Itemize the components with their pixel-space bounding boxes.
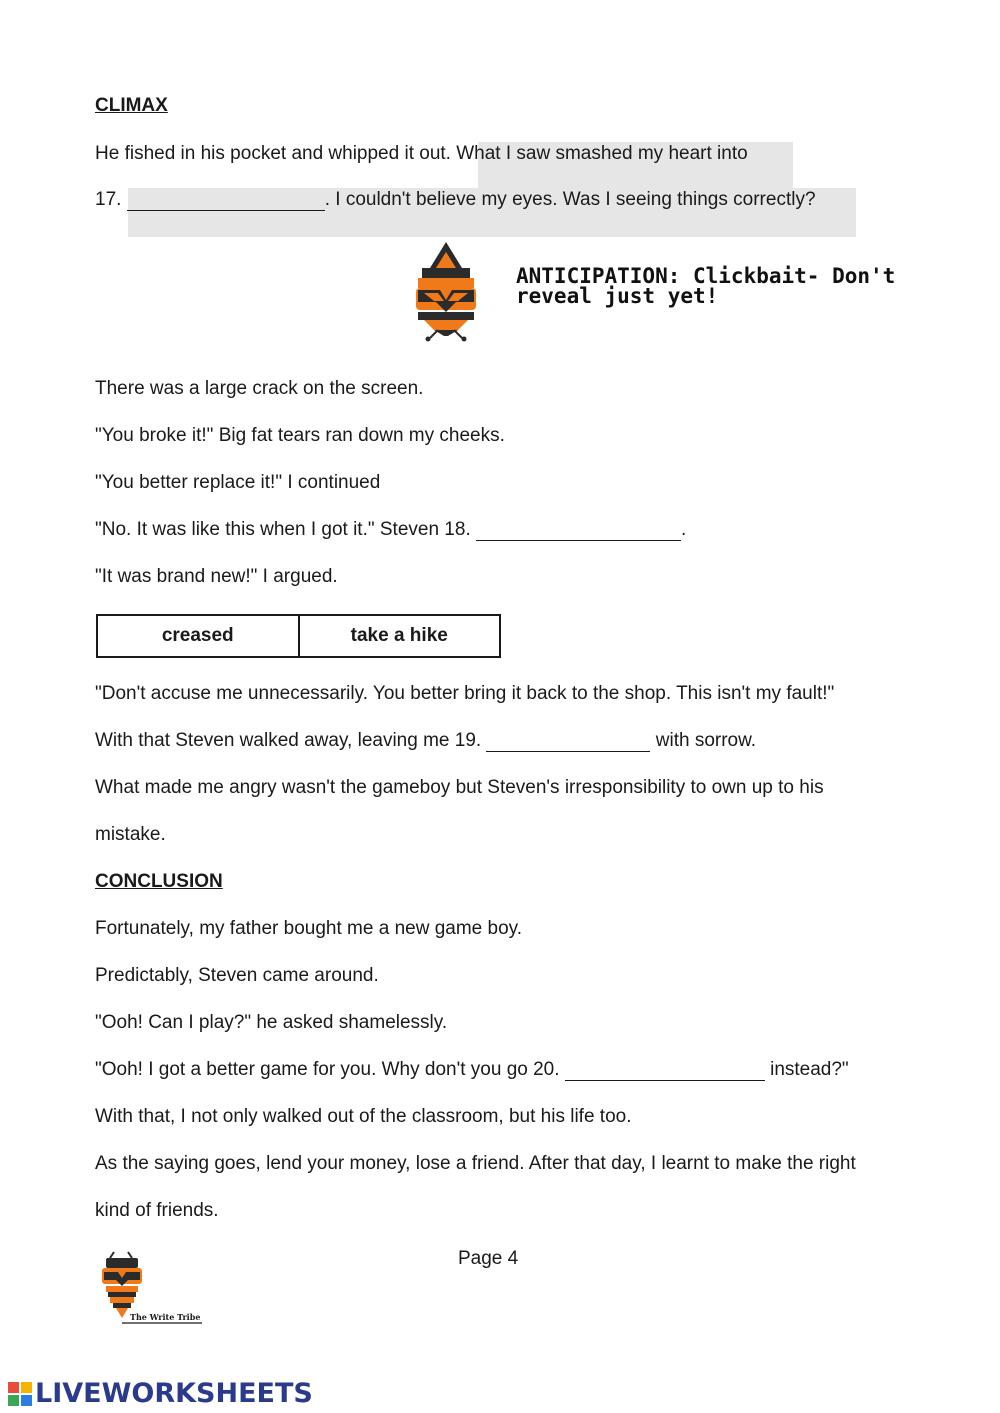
answer-18-input[interactable] (476, 520, 681, 541)
story-paragraph: There was a large crack on the screen. (95, 378, 424, 399)
question-18-line: "No. It was like this when I got it." Steven 18. . (95, 519, 687, 540)
write-tribe-logo-icon (98, 1250, 208, 1330)
liveworksheets-brand[interactable] (8, 1378, 313, 1409)
answer-19-input[interactable] (486, 731, 650, 752)
story-paragraph: "It was brand new!" I argued. (95, 566, 338, 587)
story-paragraph: kind of friends. (95, 1200, 219, 1221)
anticipation-note: ANTICIPATION: Clickbait- Don't reveal just yet! (516, 264, 896, 308)
bee-mascot-icon (408, 238, 484, 342)
story-paragraph: "You better replace it!" I continued (95, 472, 381, 493)
logo-caption: The Write Tribe (130, 1312, 201, 1322)
story-paragraph: "Don't accuse me unnecessarily. You better bring it back to the shop. This isn't my fault!" (95, 683, 835, 704)
story-paragraph: "Ooh! Can I play?" he asked shamelessly. (95, 1012, 448, 1033)
story-paragraph: mistake. (95, 824, 166, 845)
conclusion-heading: CONCLUSION (95, 871, 223, 892)
story-paragraph: What made me angry wasn't the gameboy but Steven's irresponsibility to own up to his (95, 777, 824, 798)
liveworksheets-logo-icon (8, 1382, 32, 1406)
story-paragraph: Predictably, Steven came around. (95, 965, 379, 986)
question-19-line: With that Steven walked away, leaving me 19. with sorrow. (95, 730, 757, 751)
climax-line-1: He fished in his pocket and whipped it out. What I saw smashed my heart into (95, 143, 748, 164)
story-paragraph: With that, I not only walked out of the classroom, but his life too. (95, 1106, 632, 1127)
answer-17-input[interactable] (127, 190, 325, 211)
question-17-line: 17. . I couldn't believe my eyes. Was I seeing things correctly? (95, 189, 816, 210)
answer-20-input[interactable] (565, 1060, 765, 1081)
story-paragraph: "You broke it!" Big fat tears ran down my cheeks. (95, 425, 505, 446)
word-bank-cell: take a hike (299, 615, 501, 657)
question-20-line: "Ooh! I got a better game for you. Why don't you go 20. instead?" (95, 1059, 849, 1080)
word-bank-table (96, 614, 501, 658)
word-bank-cell: creased (97, 615, 299, 657)
brand-label: LIVEWORKSHEETS (35, 1378, 313, 1409)
page-number: Page 4 (458, 1248, 519, 1269)
climax-heading: CLIMAX (95, 95, 168, 116)
story-paragraph: As the saying goes, lend your money, lose a friend. After that day, I learnt to make the right (95, 1153, 856, 1174)
story-paragraph: Fortunately, my father bought me a new game boy. (95, 918, 523, 939)
